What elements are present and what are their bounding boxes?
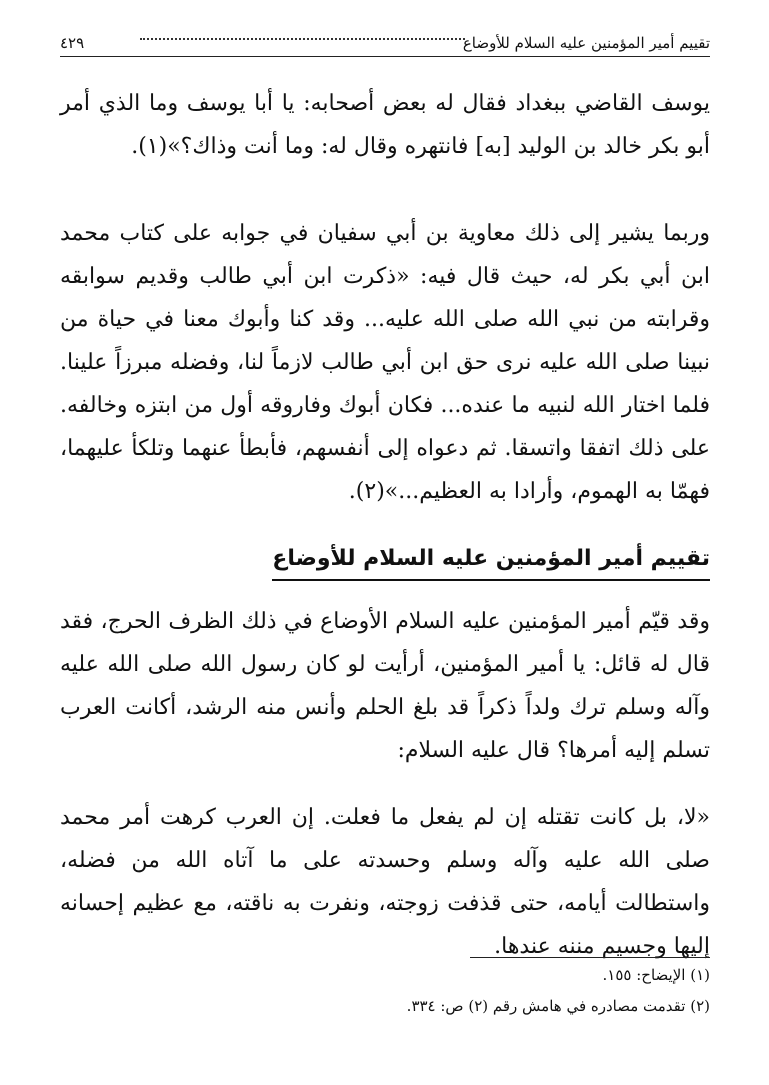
footnote-1: (١) الإيضاح: ١٥٥. <box>602 966 710 984</box>
paragraph-muawiya-letter: وربما يشير إلى ذلك معاوية بن أبي سفيان في جوابه على كتاب محمد ابن أبي بكر له، حيث قال فيه: «ذكرت ابن أبي طالب وقديم سوابقه وقرابته من نبي الله صلى الله عليه... وقد كنا وأبوك معنا في حياة من نبينا صلى الله عليه نرى حق ابن أبي طالب لازماً لنا، وفضله مبرزاً علينا. فلما اختار الله لنبيه ما عنده... فكان أبوك وفاروقه أول من ابتزه وخالفه. على ذلك اتفقا واتسقا. ثم دعواه إلى أنفسهم، فأبطأ عنهما وتلكأ عليهما، فهمّا به الهموم، وأرادا به العظيم...»(٢). <box>60 221 710 504</box>
paragraph-answer-quote: «لا، بل كانت تقتله إن لم يفعل ما فعلت. إن العرب كرهت أمر محمد صلى الله عليه وآله وسلم وحسدته على ما آتاه الله من فضله، واستطالت أيامه، حتى قذفت زوجته، ونفرت به ناقته، مع عظيم إحسانه إليها وجسيم مننه عندها. <box>60 805 710 959</box>
book-page <box>60 0 710 1085</box>
footnote-separator <box>470 957 710 958</box>
running-title: تقييم أمير المؤمنين عليه السلام للأوضاع <box>462 34 710 52</box>
running-header <box>60 30 710 57</box>
paragraph-question: وقد قيّم أمير المؤمنين عليه السلام الأوضاع في ذلك الظرف الحرج، فقد قال له قائل: يا أمير المؤمنين، أرأيت لو كان رسول الله صلى الله عليه وآله وسلم ترك ولداً ذكراً قد بلغ الحلم وأنس منه الرشد، أكانت العرب تسلم إليه أمرها؟ قال عليه السلام: <box>60 609 710 763</box>
page-number: ٤٢٩ <box>60 34 85 52</box>
paragraph-continuation: يوسف القاضي ببغداد فقال له بعض أصحابه: يا أبا يوسف وما الذي أمر أبو بكر خالد بن الوليد [به] فانتهره وقال له: وما أنت وذاك؟»(١). <box>60 91 710 159</box>
header-dot-leader <box>140 38 465 40</box>
footnote-2: (٢) تقدمت مصادره في هامش رقم (٢) ص: ٣٣٤. <box>406 997 710 1015</box>
section-heading: تقييم أمير المؤمنين عليه السلام للأوضاع <box>272 541 710 581</box>
